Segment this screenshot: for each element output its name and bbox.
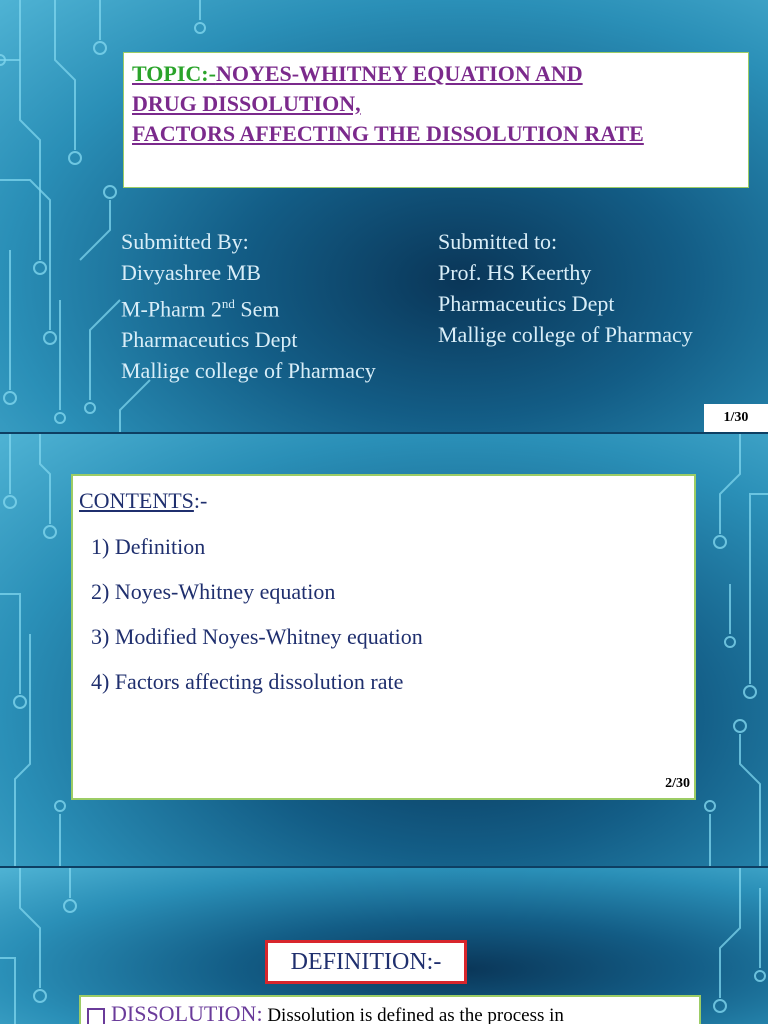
guide-name: Prof. HS Keerthy: [438, 260, 592, 285]
submitted-by-block: [121, 226, 376, 386]
list-item: 3) Modified Noyes-Whitney equation: [91, 624, 423, 649]
title-box: [123, 52, 749, 188]
student-college: Mallige college of Pharmacy: [121, 358, 376, 384]
student-name: Divyashree MB: [121, 260, 261, 285]
contents-list: [91, 532, 423, 712]
contents-box: [71, 474, 696, 800]
topic-label: TOPIC:-: [132, 61, 216, 86]
page-number: 2/30: [665, 776, 690, 791]
checkbox-bullet-icon: [87, 1008, 105, 1024]
submitted-to-heading: Submitted to:: [438, 229, 558, 254]
slide-3: [0, 868, 768, 1024]
guide-college: Mallige college of Pharmacy: [438, 322, 693, 347]
slide-2: [0, 434, 768, 866]
slide-1: [0, 0, 768, 432]
list-item: 2) Noyes-Whitney equation: [91, 579, 336, 604]
dissolution-definition: [79, 995, 701, 1024]
definition-heading: DEFINITION:-: [265, 940, 467, 984]
submitted-to-block: [438, 226, 693, 350]
submitted-by-heading: Submitted By:: [121, 229, 249, 254]
list-item: 4) Factors affecting dissolution rate: [91, 669, 404, 694]
page-number: 1/30: [704, 404, 768, 432]
title-line-2: DRUG DISSOLUTION,: [132, 91, 361, 116]
student-course: M-Pharm 2nd Sem: [121, 296, 280, 322]
dissolution-term: DISSOLUTION:: [111, 1001, 263, 1024]
list-item: 1) Definition: [91, 534, 206, 559]
dissolution-text: Dissolution is defined as the process in: [262, 1005, 564, 1024]
contents-heading: CONTENTS:-: [79, 488, 208, 513]
title-line-3: FACTORS AFFECTING THE DISSOLUTION RATE: [132, 121, 644, 146]
student-dept: Pharmaceutics Dept: [121, 327, 298, 353]
guide-dept: Pharmaceutics Dept: [438, 291, 615, 316]
title-line-1: NOYES-WHITNEY EQUATION AND: [215, 61, 583, 86]
